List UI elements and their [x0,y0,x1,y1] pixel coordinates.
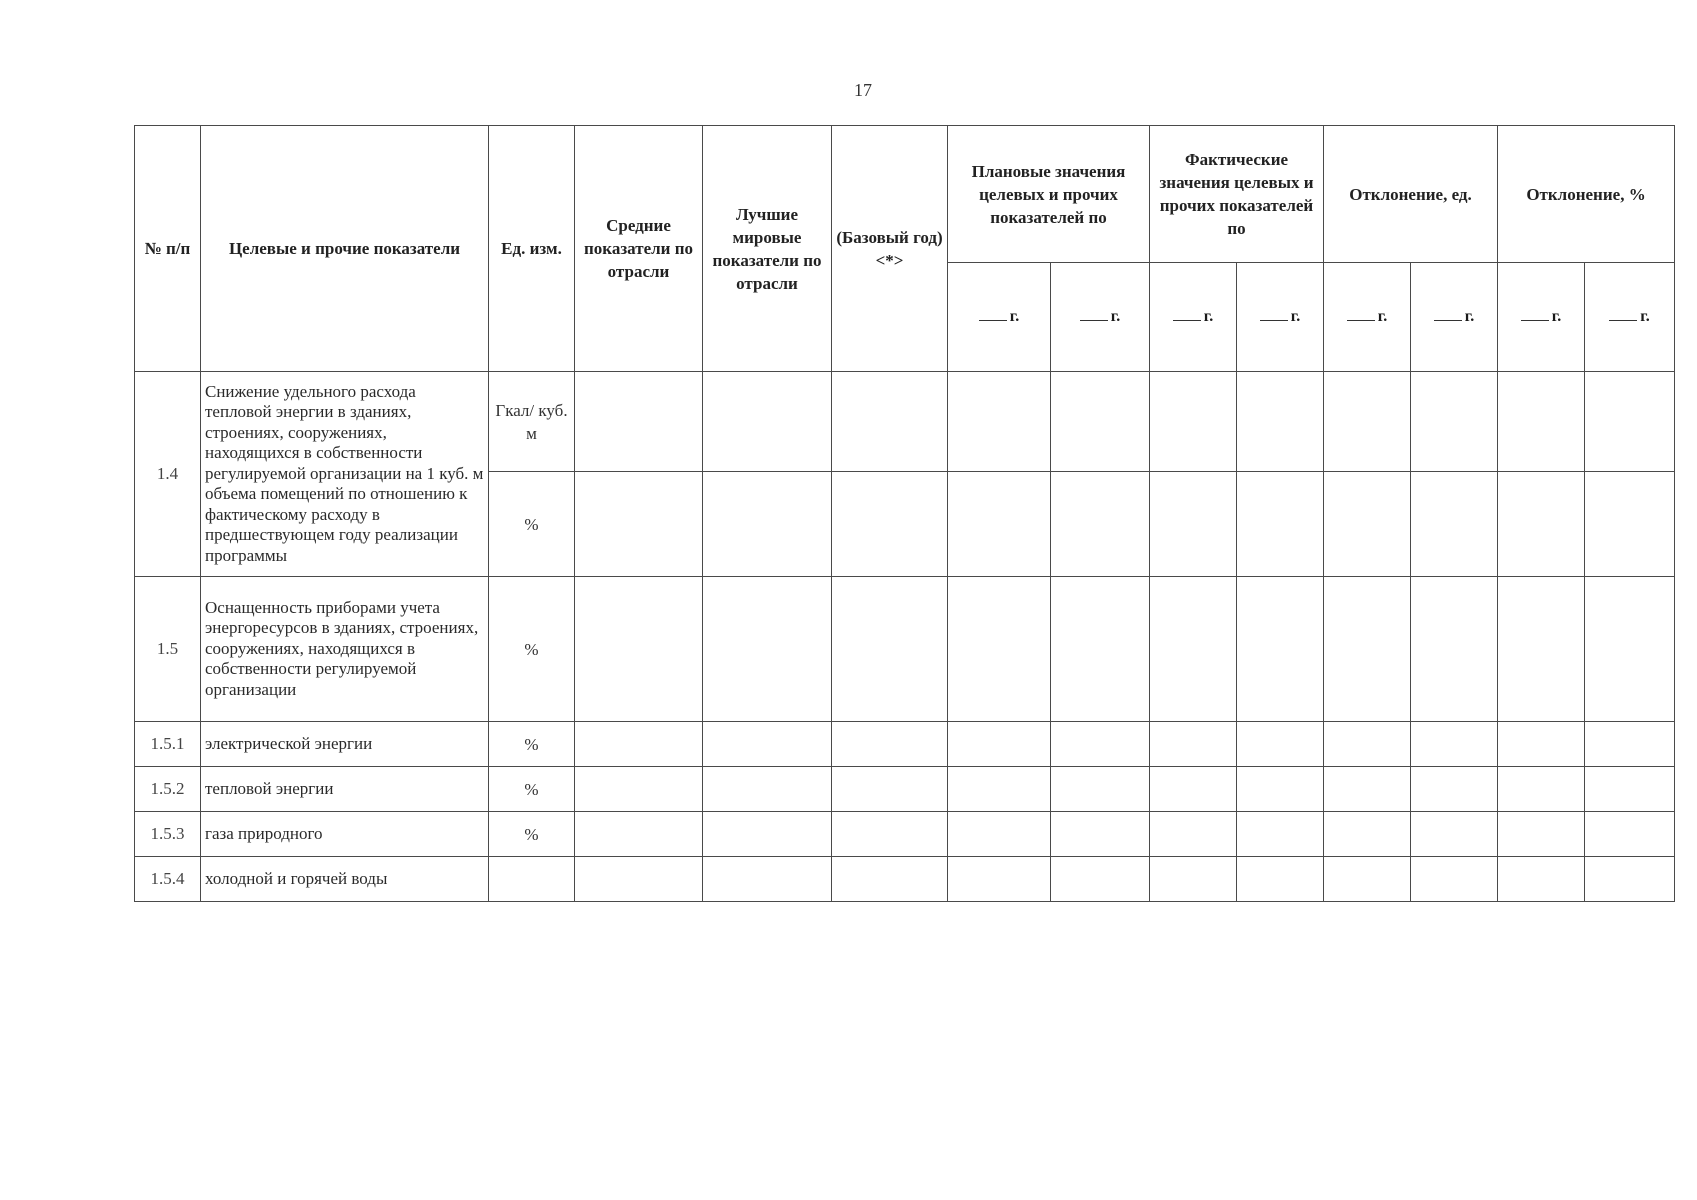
header-fact: Фактические значения целевых и прочих показателей по [1150,126,1324,263]
table-row [135,812,1675,857]
value-cell[interactable] [1051,577,1150,722]
value-cell[interactable] [703,372,832,472]
value-cell[interactable] [1150,472,1237,577]
value-cell[interactable] [1051,372,1150,472]
unit-cell: % [489,472,575,577]
unit-cell: % [489,722,575,767]
header-row [135,126,1675,263]
value-cell[interactable] [1498,472,1585,577]
value-cell[interactable] [1324,372,1411,472]
table-row [135,577,1675,722]
unit-cell [489,857,575,902]
table-row [135,857,1675,902]
year-cell: г. [1585,263,1675,372]
value-cell[interactable] [948,577,1051,722]
value-cell[interactable] [1585,857,1675,902]
value-cell[interactable] [1498,767,1585,812]
row-number: 1.5 [135,577,201,722]
unit-cell: % [489,767,575,812]
year-cell: г. [1150,263,1237,372]
value-cell[interactable] [1324,577,1411,722]
indicator-name: тепловой энергии [201,767,489,812]
indicator-name: холодной и горячей воды [201,857,489,902]
value-cell[interactable] [1585,577,1675,722]
value-cell[interactable] [1585,472,1675,577]
header-name: Целевые и прочие показатели [201,126,489,372]
unit-cell: % [489,812,575,857]
value-cell[interactable] [1237,812,1324,857]
value-cell[interactable] [832,472,948,577]
value-cell[interactable] [1324,767,1411,812]
value-cell[interactable] [1150,857,1237,902]
header-dev-pct: Отклонение, % [1498,126,1675,263]
value-cell[interactable] [948,372,1051,472]
value-cell[interactable] [1324,857,1411,902]
value-cell[interactable] [948,812,1051,857]
header-base-year: (Базовый год) <*> [832,126,948,372]
header-best: Лучшие мировые показатели по отрасли [703,126,832,372]
value-cell[interactable] [948,472,1051,577]
value-cell[interactable] [1051,857,1150,902]
table-row [135,767,1675,812]
value-cell[interactable] [1150,372,1237,472]
value-cell[interactable] [1411,857,1498,902]
value-cell[interactable] [1585,372,1675,472]
value-cell[interactable] [1411,472,1498,577]
value-cell[interactable] [832,857,948,902]
value-cell[interactable] [575,812,703,857]
header-dev-units: Отклонение, ед. [1324,126,1498,263]
row-number: 1.5.3 [135,812,201,857]
unit-cell: % [489,577,575,722]
value-cell[interactable] [1237,767,1324,812]
value-cell[interactable] [1411,372,1498,472]
indicators-table [134,125,1675,902]
value-cell[interactable] [832,372,948,472]
value-cell[interactable] [832,722,948,767]
header-plan: Плановые значения целевых и прочих показателей по [948,126,1150,263]
row-number: 1.5.4 [135,857,201,902]
value-cell[interactable] [1051,812,1150,857]
value-cell[interactable] [1150,722,1237,767]
header-avg: Средние показатели по отрасли [575,126,703,372]
header-num: № п/п [135,126,201,372]
value-cell[interactable] [1411,812,1498,857]
year-cell: г. [1498,263,1585,372]
value-cell[interactable] [703,812,832,857]
value-cell[interactable] [1051,722,1150,767]
value-cell[interactable] [1498,812,1585,857]
header-unit: Ед. изм. [489,126,575,372]
value-cell[interactable] [575,722,703,767]
row-number: 1.5.1 [135,722,201,767]
value-cell[interactable] [1150,577,1237,722]
year-cell: г. [948,263,1051,372]
value-cell[interactable] [948,767,1051,812]
unit-cell: Гкал/ куб. м [489,372,575,472]
value-cell[interactable] [1237,372,1324,472]
value-cell[interactable] [1324,722,1411,767]
value-cell[interactable] [1411,767,1498,812]
indicator-name: газа природного [201,812,489,857]
value-cell[interactable] [832,577,948,722]
indicator-name: Оснащенность приборами учета энергоресурсов в зданиях, строениях, сооружениях, находящихся в собственности регулируемой организации [201,577,489,722]
value-cell[interactable] [703,857,832,902]
year-cell: г. [1411,263,1498,372]
value-cell[interactable] [832,812,948,857]
indicator-name: Снижение удельного расхода тепловой энергии в зданиях, строениях, сооружениях, находящихся в собственности регулируемой организации на 1 куб. м объема помещений по отношению к фактическому расходу в предшествующем году реализации программы [201,372,489,577]
row-number: 1.5.2 [135,767,201,812]
value-cell[interactable] [1237,857,1324,902]
year-cell: г. [1051,263,1150,372]
value-cell[interactable] [1237,722,1324,767]
value-cell[interactable] [1585,722,1675,767]
value-cell[interactable] [1411,722,1498,767]
value-cell[interactable] [1498,577,1585,722]
value-cell[interactable] [1585,812,1675,857]
value-cell[interactable] [1411,577,1498,722]
year-cell: г. [1237,263,1324,372]
value-cell[interactable] [1585,767,1675,812]
value-cell[interactable] [703,472,832,577]
value-cell[interactable] [575,372,703,472]
value-cell[interactable] [1051,472,1150,577]
value-cell[interactable] [1498,722,1585,767]
value-cell[interactable] [575,767,703,812]
value-cell[interactable] [1237,472,1324,577]
value-cell[interactable] [575,472,703,577]
value-cell[interactable] [948,722,1051,767]
value-cell[interactable] [832,767,948,812]
value-cell[interactable] [1051,767,1150,812]
value-cell[interactable] [1498,857,1585,902]
row-number: 1.4 [135,372,201,577]
year-cell: г. [1324,263,1411,372]
page-number: 17 [854,80,872,100]
value-cell[interactable] [575,577,703,722]
value-cell[interactable] [1498,372,1585,472]
table-row [135,722,1675,767]
value-cell[interactable] [1237,577,1324,722]
value-cell[interactable] [1324,472,1411,577]
value-cell[interactable] [1150,767,1237,812]
table-row [135,372,1675,472]
value-cell[interactable] [1324,812,1411,857]
value-cell[interactable] [703,767,832,812]
indicator-name: электрической энергии [201,722,489,767]
value-cell[interactable] [948,857,1051,902]
value-cell[interactable] [575,857,703,902]
value-cell[interactable] [703,722,832,767]
value-cell[interactable] [703,577,832,722]
value-cell[interactable] [1150,812,1237,857]
